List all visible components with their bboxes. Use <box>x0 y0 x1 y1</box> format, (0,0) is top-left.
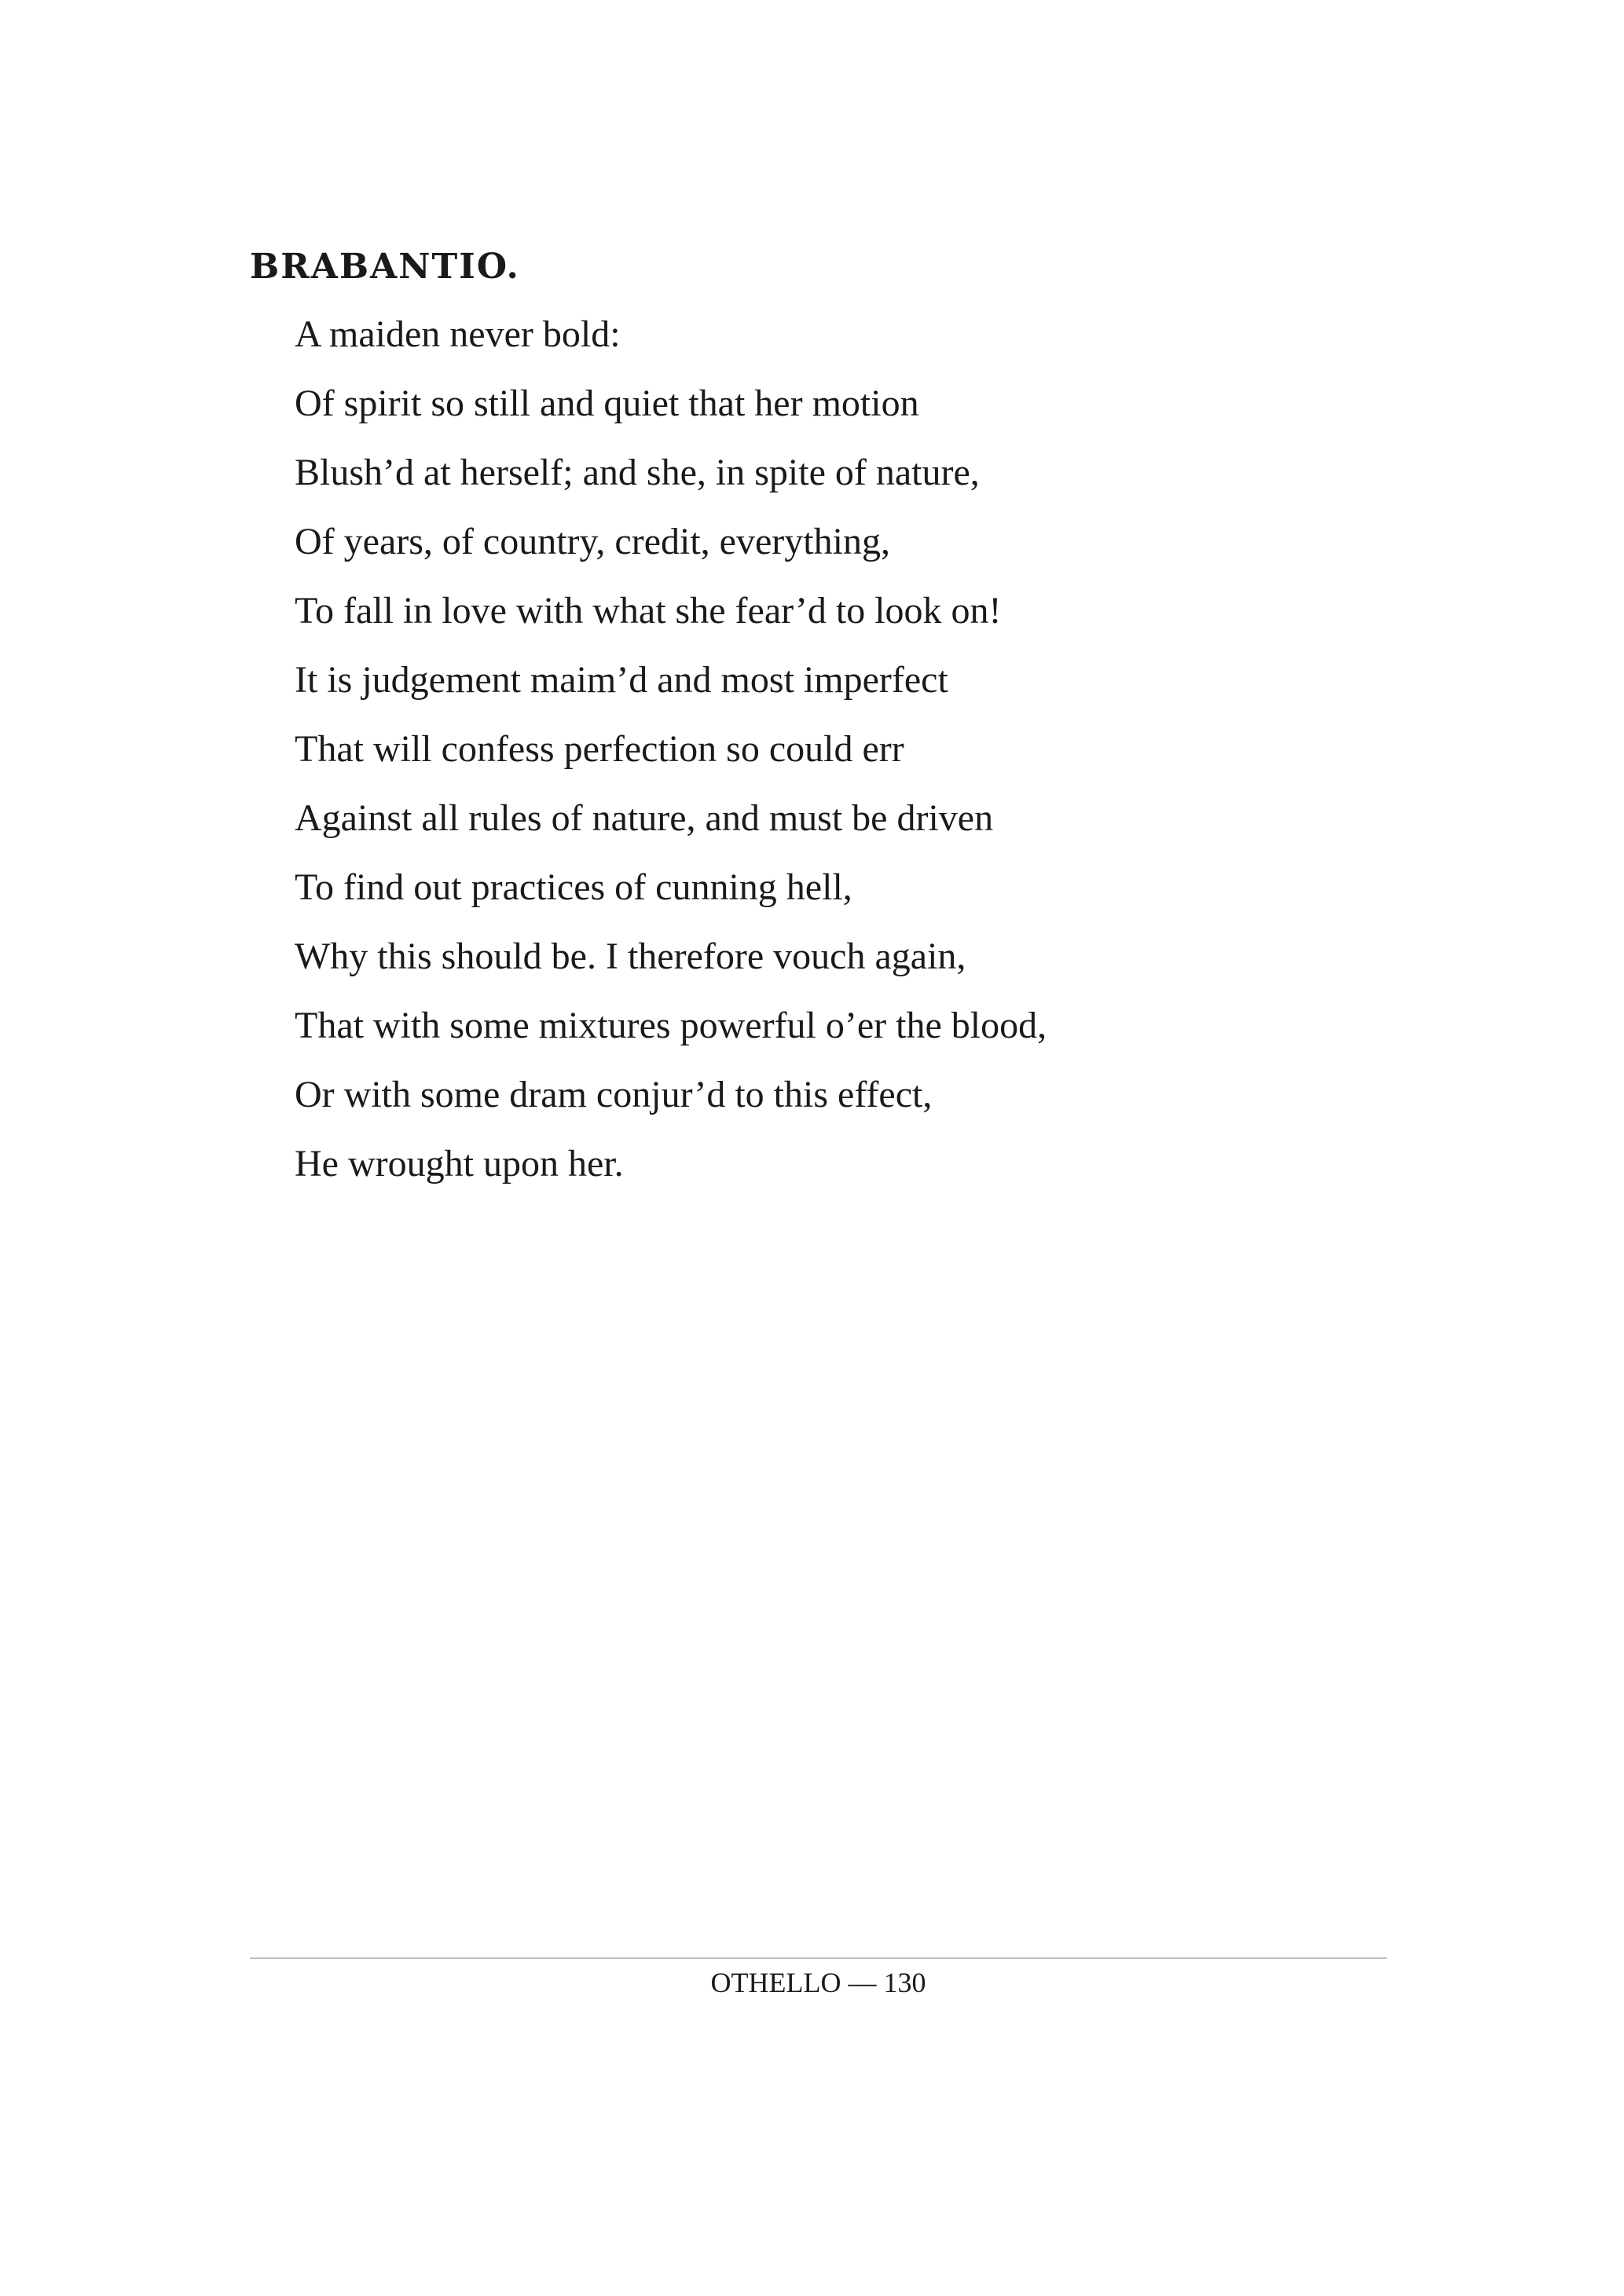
footer-divider <box>250 1957 1387 1959</box>
verse-line: Against all rules of nature, and must be driven <box>295 797 994 839</box>
verse-line: He wrought upon her. <box>295 1143 624 1185</box>
verse-line: Or with some dram conjur’d to this effect, <box>295 1074 933 1115</box>
verse-line: That with some mixtures powerful o’er the blood, <box>295 1005 1047 1046</box>
verse-line: It is judgement maim’d and most imperfect <box>295 659 948 701</box>
verse-line: Of spirit so still and quiet that her motion <box>295 383 919 424</box>
verse-block <box>295 313 1047 1211</box>
verse-line: Blush’d at herself; and she, in spite of nature, <box>295 452 980 493</box>
verse-line: Of years, of country, credit, everything, <box>295 521 890 562</box>
verse-line: Why this should be. I therefore vouch again, <box>295 936 966 977</box>
verse-line: To fall in love with what she fear’d to look on! <box>295 590 1002 632</box>
verse-line: To find out practices of cunning hell, <box>295 866 852 908</box>
page-footer: OTHELLO — 130 <box>710 1967 926 1998</box>
verse-line: That will confess perfection so could err <box>295 728 904 770</box>
verse-line: A maiden never bold: <box>295 313 621 355</box>
speaker-name: BRABANTIO. <box>250 247 520 287</box>
